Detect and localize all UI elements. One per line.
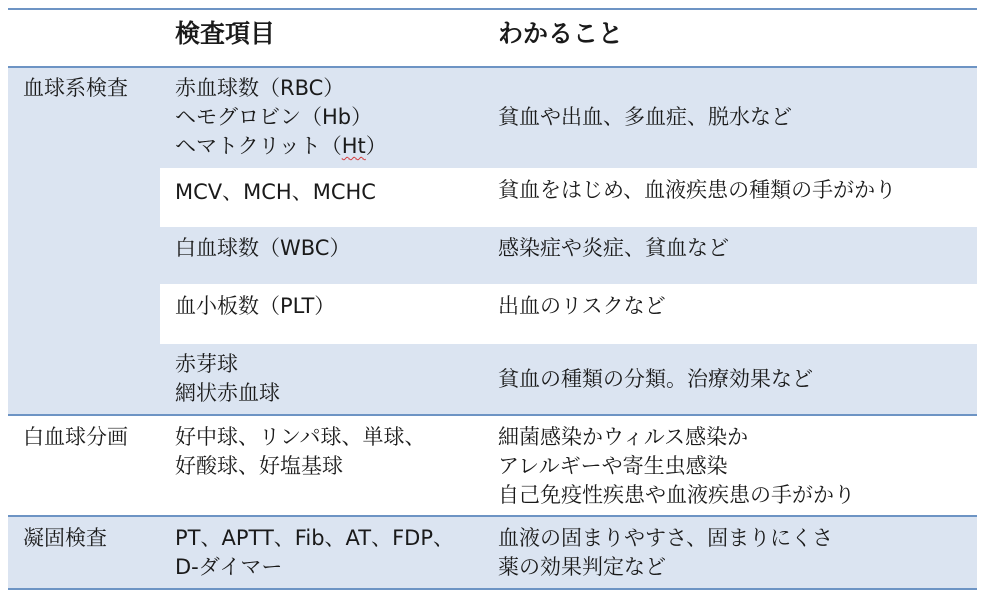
item-ht-abbrev: Ht — [341, 134, 366, 158]
category-blood: 血球系検査 — [23, 76, 128, 100]
group-rule-1 — [8, 414, 977, 416]
item-wbc-diff: 好中球、リンパ球、単球、 好酸球、好塩基球 — [175, 425, 426, 478]
item-mcv: MCV、MCH、MCHC — [175, 180, 376, 204]
result-wbc-diff: 細菌感染かウィルス感染か アレルギーや寄生虫感染 自己免疫性疾患や血液疾患の手がかり — [498, 425, 855, 507]
header-item: 検査項目 — [175, 19, 276, 48]
item-rbc-hb-ht-text: 赤血球数（RBC） ヘモグロビン（Hb） ヘマトクリット（ — [175, 76, 373, 158]
table-top-rule — [8, 8, 977, 10]
item-wbc: 白血球数（WBC） — [175, 236, 351, 260]
item-coag: PT、APTT、Fib、AT、FDP、 D-ダイマー — [175, 526, 454, 579]
result-erythroblast: 貧血の種類の分類。治療効果など — [498, 367, 813, 391]
item-ht-close: ） — [365, 134, 387, 158]
result-coag: 血液の固まりやすさ、固まりにくさ 薬の効果判定など — [498, 526, 834, 579]
table-bottom-rule — [8, 588, 977, 590]
result-wbc: 感染症や炎症、貧血など — [498, 236, 729, 260]
item-plt: 血小板数（PLT） — [175, 294, 336, 318]
category-coag: 凝固検査 — [23, 526, 107, 550]
item-rbc-hb-ht — [175, 74, 387, 161]
result-plt: 出血のリスクなど — [498, 294, 666, 318]
result-mcv: 貧血をはじめ、血液疾患の種類の手がかり — [498, 178, 897, 202]
header-result: わかること — [498, 19, 624, 48]
item-erythroblast: 赤芽球 網状赤血球 — [175, 352, 280, 405]
result-rbc-hb-ht: 貧血や出血、多血症、脱水など — [498, 105, 792, 129]
group-rule-2 — [8, 515, 977, 517]
category-band-blood — [8, 68, 160, 416]
category-wbc-diff: 白血球分画 — [23, 425, 128, 449]
